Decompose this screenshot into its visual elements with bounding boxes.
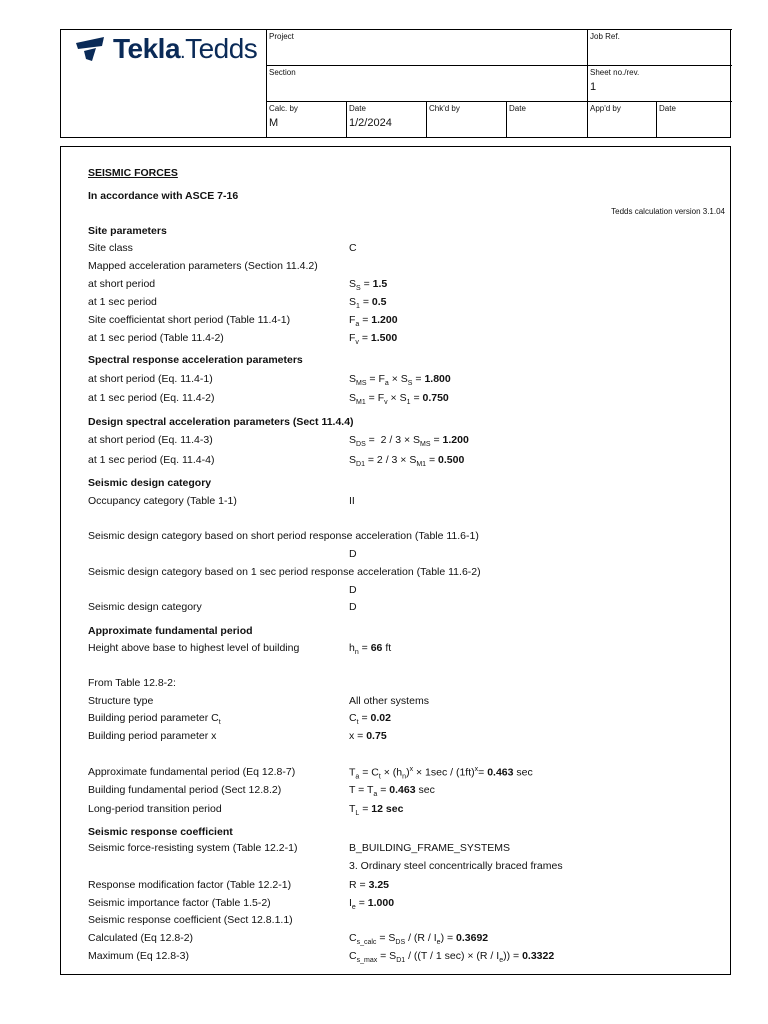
calculation-body <box>60 146 731 975</box>
appd-label: App'd by <box>590 104 621 113</box>
jobref-label: Job Ref. <box>590 32 620 41</box>
afp-heading: Approximate fundamental period <box>88 625 253 637</box>
sm1-value: $S_{M1} = F_v \times S_1 = 0.750$ <box>349 392 449 407</box>
srcs-label: Seismic response coefficient (Sect 12.8.1.1) <box>88 914 293 926</box>
site-heading: Site parameters <box>88 225 167 237</box>
spectral-heading: Spectral response acceleration parameters <box>88 354 303 366</box>
section-label: Section <box>269 68 296 77</box>
ct-value: $C_t = 0.02$ <box>349 712 391 727</box>
sfrs-label: Seismic force-resisting system (Table 12.2-1) <box>88 842 298 854</box>
t-value: $T = T_a = 0.463$ sec <box>349 784 435 799</box>
fa-label: Site coefficientat short period (Table 11.4-1) <box>88 314 291 326</box>
doc-title: SEISMIC FORCES <box>88 167 178 179</box>
sfrs-value-1: B_BUILDING_FRAME_SYSTEMS <box>349 842 511 854</box>
sms-value: $S_{MS} = F_a \times S_S = 1.800$ <box>349 373 451 388</box>
jobref-cell <box>587 29 732 66</box>
structure-type-value: All other systems <box>349 695 429 707</box>
ta-label: Approximate fundamental period (Eq 12.8-7) <box>88 766 296 778</box>
tl-value: $T_L = 12$ sec <box>349 803 404 818</box>
date3-label: Date <box>659 104 676 113</box>
sdc-label: Seismic design category <box>88 601 202 613</box>
date3-cell <box>656 101 732 138</box>
sdc-value: D <box>349 601 357 613</box>
max-label: Maximum (Eq 12.8-3) <box>88 950 189 962</box>
sdc-short-label: Seismic design category based on short period response acceleration (Table 11.6-1) <box>88 530 479 542</box>
project-cell <box>266 29 588 66</box>
fa-value: $F_a = 1.200$ <box>349 314 398 329</box>
date-value: 1/2/2024 <box>349 117 392 129</box>
tekla-logo-icon <box>74 35 108 63</box>
sfrs-value-2: 3. Ordinary steel concentrically braced frames <box>349 860 563 872</box>
occupancy-label: Occupancy category (Table 1-1) <box>88 495 237 507</box>
height-label: Height above base to highest level of building <box>88 642 300 654</box>
s1-label: at 1 sec period <box>88 296 157 308</box>
height-value: $h_n = 66$ ft <box>349 642 392 657</box>
project-label: Project <box>269 32 294 41</box>
tl-label: Long-period transition period <box>88 803 222 815</box>
calcby-cell <box>266 101 347 138</box>
calc-label: Calculated (Eq 12.8-2) <box>88 932 194 944</box>
version-note: Tedds calculation version 3.1.04 <box>611 207 725 216</box>
ct-label: Building period parameter $C_t$ <box>88 712 221 727</box>
sdc-short-value: D <box>349 548 357 560</box>
fv-value: $F_v = 1.500$ <box>349 332 398 347</box>
sheet-value: 1 <box>590 81 597 93</box>
calcby-label: Calc. by <box>269 104 298 113</box>
sheet-cell <box>587 65 732 102</box>
date2-cell <box>506 101 588 138</box>
x-value: x = 0.75 <box>349 730 387 742</box>
doc-subtitle: In accordance with ASCE 7-16 <box>88 190 239 202</box>
from-table-label: From Table 12.8-2: <box>88 677 176 689</box>
src-heading: Seismic response coefficient <box>88 826 233 838</box>
sds-label: at short period (Eq. 11.4-3) <box>88 434 213 446</box>
title-block <box>60 29 731 138</box>
date-cell <box>346 101 427 138</box>
appd-cell <box>587 101 657 138</box>
design-heading: Design spectral acceleration parameters (Sect 11.4.4) <box>88 416 354 428</box>
occupancy-value: II <box>349 495 355 507</box>
chkd-label: Chk'd by <box>429 104 460 113</box>
logo <box>61 30 266 137</box>
s1-value: $S_1 = 0.5$ <box>349 296 387 311</box>
sheet-label: Sheet no./rev. <box>590 68 640 77</box>
structure-type-label: Structure type <box>88 695 154 707</box>
x-label: Building period parameter x <box>88 730 217 742</box>
sds-value: $S_{DS} = 2 / 3 \times S_{MS} = 1.200$ <box>349 434 469 449</box>
chkd-cell <box>426 101 507 138</box>
section-cell <box>266 65 588 102</box>
calcby-value: M <box>269 117 279 129</box>
sdc-1sec-value: D <box>349 584 357 596</box>
sms-label: at short period (Eq. 11.4-1) <box>88 373 213 385</box>
ss-value: $S_S = 1.5$ <box>349 278 388 293</box>
r-label: Response modification factor (Table 12.2-1) <box>88 879 292 891</box>
t-label: Building fundamental period (Sect 12.8.2) <box>88 784 282 796</box>
ie-value: $I_e = 1.000$ <box>349 897 395 912</box>
sdc-heading: Seismic design category <box>88 477 212 489</box>
calc-value: $C_{s\_calc} = S_{DS} / (R / I_e) = 0.3692$ <box>349 932 489 947</box>
date2-label: Date <box>509 104 526 113</box>
sd1-value: $S_{D1} = 2 / 3 \times S_{M1} = 0.500$ <box>349 454 465 469</box>
max-value: $C_{s\_max} = S_{D1} / ((T / 1$ $\sec) \times (R / I_e)) = 0.3322$ <box>349 950 555 965</box>
logo-text: Tekla.Tedds <box>113 33 258 64</box>
site-class-label: Site class <box>88 242 133 254</box>
date-label: Date <box>349 104 366 113</box>
sd1-label: at 1 sec period (Eq. 11.4-4) <box>88 454 215 466</box>
ta-value: $T_a = C_t \times (h_n)^x \times 1\sec / (1ft)^x= 0.463$ sec <box>349 766 533 781</box>
sdc-1sec-label: Seismic design category based on 1 sec period response acceleration (Table 11.6-2) <box>88 566 481 578</box>
mapped-label: Mapped acceleration parameters (Section 11.4.2) <box>88 260 318 272</box>
r-value: R = 3.25 <box>349 879 389 891</box>
site-class-value: C <box>349 242 357 254</box>
fv-label: at 1 sec period (Table 11.4-2) <box>88 332 224 344</box>
ie-label: Seismic importance factor (Table 1.5-2) <box>88 897 271 909</box>
sm1-label: at 1 sec period (Eq. 11.4-2) <box>88 392 215 404</box>
ss-label: at short period <box>88 278 156 290</box>
